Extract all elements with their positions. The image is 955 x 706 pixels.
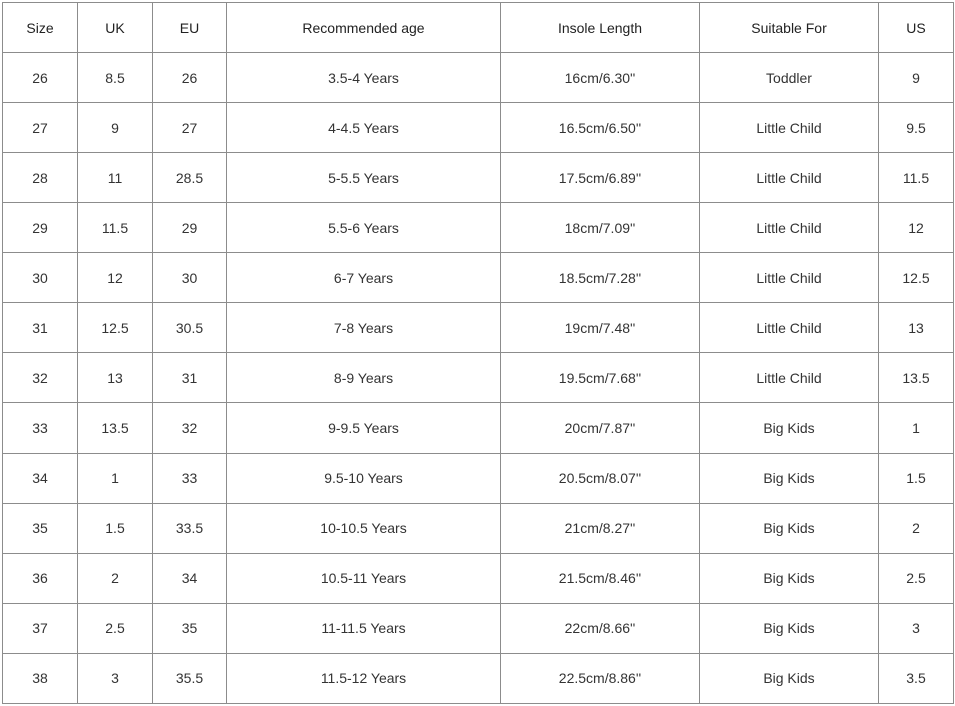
size-chart-header [3, 3, 954, 53]
cell-us: 1.5 [879, 453, 954, 503]
cell-us: 12 [879, 203, 954, 253]
cell-insole-length: 19cm/7.48'' [501, 303, 700, 353]
table-row [3, 253, 954, 303]
header-us: US [879, 3, 954, 53]
table-row [3, 403, 954, 453]
cell-recommended-age: 3.5-4 Years [227, 53, 501, 103]
cell-size: 34 [3, 453, 78, 503]
cell-insole-length: 16.5cm/6.50'' [501, 103, 700, 153]
cell-suitable-for: Little Child [700, 103, 879, 153]
cell-recommended-age: 8-9 Years [227, 353, 501, 403]
cell-size: 37 [3, 603, 78, 653]
table-row [3, 203, 954, 253]
cell-suitable-for: Big Kids [700, 553, 879, 603]
cell-suitable-for: Big Kids [700, 603, 879, 653]
cell-uk: 11.5 [78, 203, 153, 253]
cell-eu: 30 [153, 253, 227, 303]
cell-insole-length: 18cm/7.09'' [501, 203, 700, 253]
header-eu: EU [153, 3, 227, 53]
cell-eu: 31 [153, 353, 227, 403]
cell-eu: 30.5 [153, 303, 227, 353]
cell-insole-length: 20.5cm/8.07'' [501, 453, 700, 503]
cell-uk: 12 [78, 253, 153, 303]
cell-insole-length: 17.5cm/6.89'' [501, 153, 700, 203]
table-row [3, 53, 954, 103]
size-chart-body [3, 53, 954, 704]
cell-uk: 2.5 [78, 603, 153, 653]
cell-uk: 12.5 [78, 303, 153, 353]
table-row [3, 653, 954, 703]
cell-insole-length: 21.5cm/8.46'' [501, 553, 700, 603]
cell-uk: 3 [78, 653, 153, 703]
cell-insole-length: 16cm/6.30'' [501, 53, 700, 103]
header-row [3, 3, 954, 53]
cell-recommended-age: 4-4.5 Years [227, 103, 501, 153]
cell-us: 11.5 [879, 153, 954, 203]
cell-us: 2 [879, 503, 954, 553]
table-row [3, 453, 954, 503]
cell-recommended-age: 11-11.5 Years [227, 603, 501, 653]
cell-us: 9 [879, 53, 954, 103]
cell-eu: 26 [153, 53, 227, 103]
table-row [3, 103, 954, 153]
cell-insole-length: 22.5cm/8.86'' [501, 653, 700, 703]
cell-insole-length: 22cm/8.66'' [501, 603, 700, 653]
cell-eu: 35.5 [153, 653, 227, 703]
cell-suitable-for: Toddler [700, 53, 879, 103]
cell-size: 35 [3, 503, 78, 553]
cell-eu: 35 [153, 603, 227, 653]
cell-suitable-for: Little Child [700, 253, 879, 303]
header-recommended-age: Recommended age [227, 3, 501, 53]
cell-suitable-for: Little Child [700, 203, 879, 253]
cell-us: 13.5 [879, 353, 954, 403]
cell-uk: 13 [78, 353, 153, 403]
cell-size: 26 [3, 53, 78, 103]
cell-size: 32 [3, 353, 78, 403]
cell-size: 31 [3, 303, 78, 353]
cell-eu: 27 [153, 103, 227, 153]
cell-us: 12.5 [879, 253, 954, 303]
header-uk: UK [78, 3, 153, 53]
cell-size: 30 [3, 253, 78, 303]
cell-recommended-age: 11.5-12 Years [227, 653, 501, 703]
table-row [3, 353, 954, 403]
cell-us: 3 [879, 603, 954, 653]
cell-eu: 33 [153, 453, 227, 503]
cell-eu: 29 [153, 203, 227, 253]
cell-recommended-age: 9.5-10 Years [227, 453, 501, 503]
header-suitable-for: Suitable For [700, 3, 879, 53]
table-row [3, 503, 954, 553]
cell-size: 38 [3, 653, 78, 703]
cell-uk: 11 [78, 153, 153, 203]
cell-eu: 28.5 [153, 153, 227, 203]
cell-suitable-for: Big Kids [700, 653, 879, 703]
header-insole-length: Insole Length [501, 3, 700, 53]
size-chart-table [2, 2, 954, 704]
cell-uk: 1 [78, 453, 153, 503]
cell-us: 2.5 [879, 553, 954, 603]
cell-us: 3.5 [879, 653, 954, 703]
cell-insole-length: 20cm/7.87'' [501, 403, 700, 453]
cell-recommended-age: 5.5-6 Years [227, 203, 501, 253]
cell-eu: 33.5 [153, 503, 227, 553]
cell-recommended-age: 6-7 Years [227, 253, 501, 303]
cell-uk: 1.5 [78, 503, 153, 553]
cell-insole-length: 18.5cm/7.28'' [501, 253, 700, 303]
cell-eu: 34 [153, 553, 227, 603]
cell-suitable-for: Big Kids [700, 503, 879, 553]
cell-suitable-for: Little Child [700, 153, 879, 203]
cell-recommended-age: 9-9.5 Years [227, 403, 501, 453]
cell-recommended-age: 7-8 Years [227, 303, 501, 353]
cell-size: 28 [3, 153, 78, 203]
cell-insole-length: 19.5cm/7.68'' [501, 353, 700, 403]
cell-uk: 2 [78, 553, 153, 603]
table-row [3, 153, 954, 203]
table-row [3, 303, 954, 353]
cell-suitable-for: Big Kids [700, 403, 879, 453]
table-row [3, 603, 954, 653]
cell-uk: 8.5 [78, 53, 153, 103]
cell-recommended-age: 5-5.5 Years [227, 153, 501, 203]
cell-insole-length: 21cm/8.27'' [501, 503, 700, 553]
cell-suitable-for: Little Child [700, 303, 879, 353]
cell-uk: 13.5 [78, 403, 153, 453]
cell-us: 13 [879, 303, 954, 353]
table-row [3, 553, 954, 603]
cell-us: 1 [879, 403, 954, 453]
cell-size: 27 [3, 103, 78, 153]
cell-us: 9.5 [879, 103, 954, 153]
cell-eu: 32 [153, 403, 227, 453]
cell-recommended-age: 10-10.5 Years [227, 503, 501, 553]
cell-suitable-for: Big Kids [700, 453, 879, 503]
cell-uk: 9 [78, 103, 153, 153]
cell-size: 29 [3, 203, 78, 253]
header-size: Size [3, 3, 78, 53]
cell-suitable-for: Little Child [700, 353, 879, 403]
cell-size: 36 [3, 553, 78, 603]
cell-size: 33 [3, 403, 78, 453]
cell-recommended-age: 10.5-11 Years [227, 553, 501, 603]
